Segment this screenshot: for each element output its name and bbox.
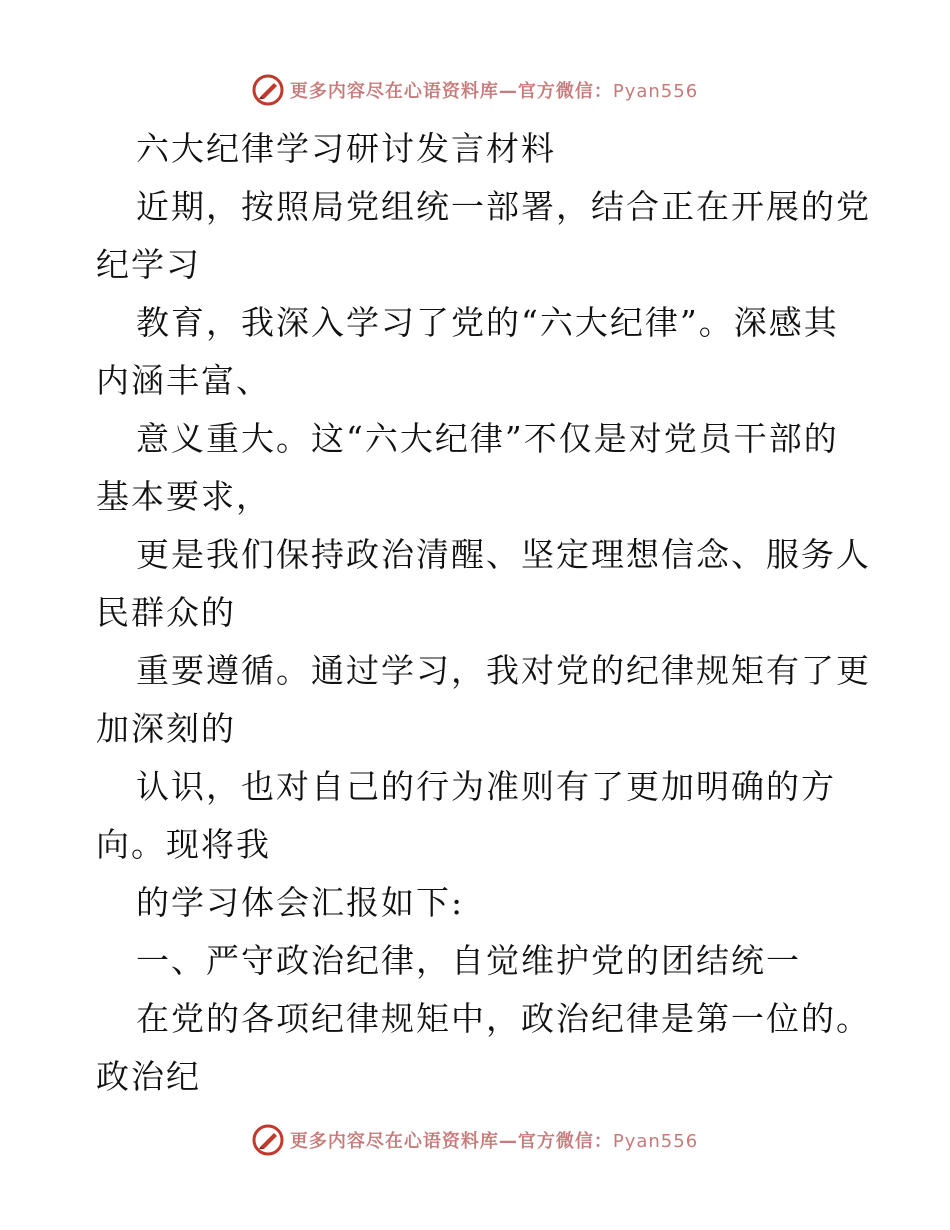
paragraph-line: 政治纪 bbox=[96, 1057, 201, 1096]
paragraph-line: 向。现将我 bbox=[96, 825, 271, 864]
section-heading: 一、严守政治纪律，自觉维护党的团结统一 bbox=[136, 941, 801, 980]
paragraph-line: 基本要求， bbox=[96, 477, 271, 516]
footer-banner bbox=[0, 1122, 950, 1158]
paragraph-line: 民群众的 bbox=[96, 593, 236, 632]
header-banner bbox=[0, 72, 950, 108]
paragraph-line: 更是我们保持政治清醒、坚定理想信念、服务人 bbox=[136, 535, 871, 574]
paragraph-line: 内涵丰富、 bbox=[96, 361, 271, 400]
document-body bbox=[96, 120, 871, 1106]
wechat-handle: Pyan556 bbox=[612, 1131, 699, 1152]
paragraph-line: 意义重大。这“六大纪律”不仅是对党员干部的 bbox=[136, 419, 839, 458]
paragraph-line: 纪学习 bbox=[96, 245, 201, 284]
paragraph-line: 认识，也对自己的行为准则有了更加明确的方 bbox=[136, 767, 836, 806]
paragraph-line: 近期，按照局党组统一部署，结合正在开展的党 bbox=[136, 187, 871, 226]
paragraph-line: 重要遵循。通过学习，我对党的纪律规矩有了更 bbox=[136, 651, 871, 690]
paragraph-line: 的学习体会汇报如下: bbox=[136, 883, 465, 922]
paragraph-line: 教育，我深入学习了党的“六大纪律”。深感其 bbox=[136, 303, 839, 342]
wechat-handle: Pyan556 bbox=[612, 81, 699, 102]
document-title: 六大纪律学习研讨发言材料 bbox=[136, 129, 556, 168]
paragraph-line: 在党的各项纪律规矩中，政治纪律是第一位的。 bbox=[136, 999, 871, 1038]
pen-nib-logo-icon bbox=[252, 74, 284, 106]
paragraph-line: 加深刻的 bbox=[96, 709, 236, 748]
footer-banner-text: 更多内容尽在心语资料库—官方微信：Pyan556 bbox=[289, 1131, 699, 1152]
pen-nib-logo-icon bbox=[252, 1124, 284, 1156]
header-banner-text: 更多内容尽在心语资料库—官方微信：Pyan556 bbox=[289, 81, 699, 102]
